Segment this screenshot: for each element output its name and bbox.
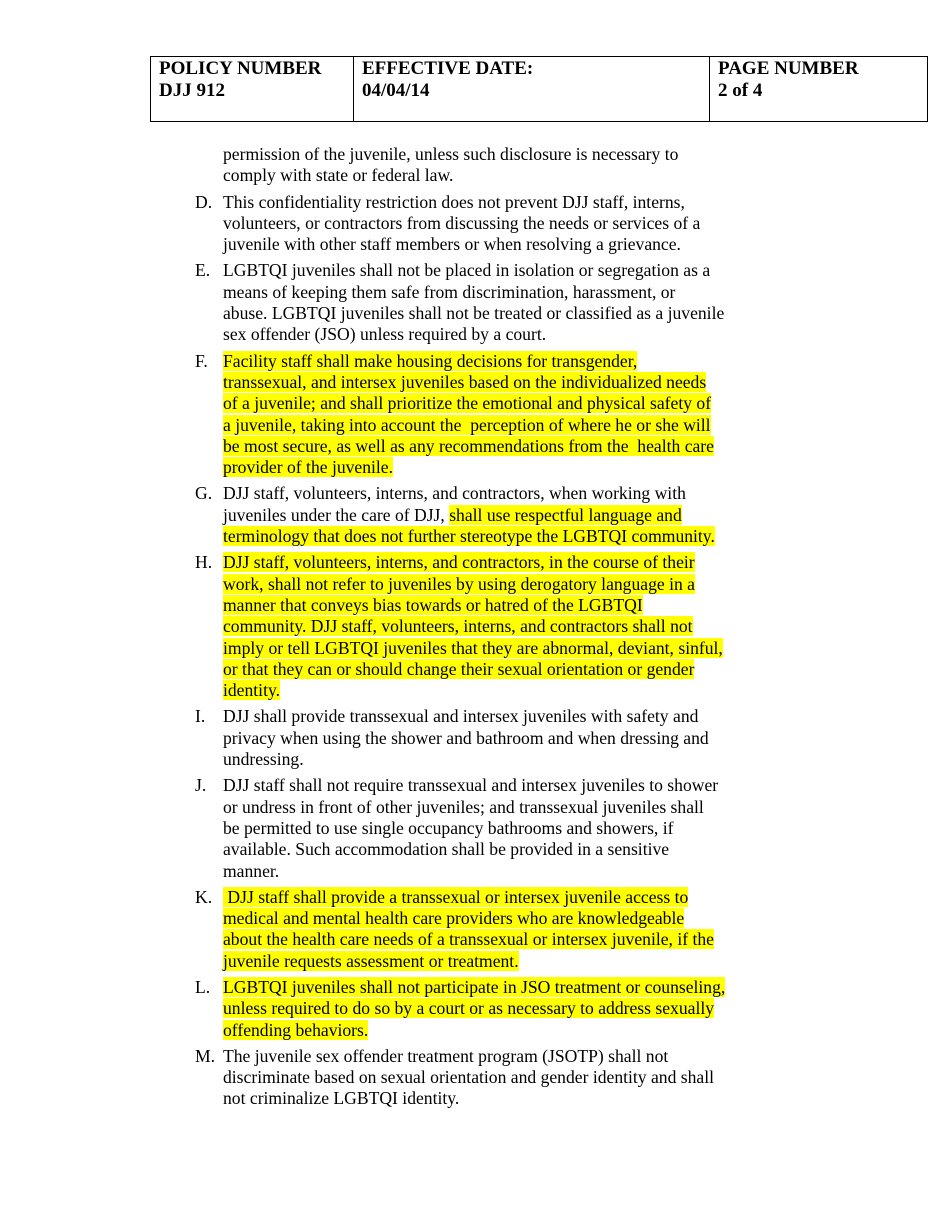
- policy-paragraph: [195, 977, 825, 1041]
- text-line: [223, 260, 823, 281]
- text-line: [223, 324, 823, 345]
- text-segment: not criminalize LGBTQI identity.: [223, 1088, 460, 1109]
- policy-number-label: POLICY NUMBER: [159, 58, 322, 79]
- paragraph-letter: M.: [195, 1045, 216, 1066]
- text-segment: juvenile with other staff members or when resolving a grievance.: [223, 234, 681, 255]
- policy-body: [195, 144, 825, 1115]
- paragraph-text: [223, 706, 823, 770]
- text-line: [223, 595, 823, 616]
- policy-paragraph: [195, 483, 825, 547]
- text-segment: means of keeping them safe from discrimination, harassment, or: [223, 281, 676, 302]
- text-segment: or undress in front of other juveniles; and transsexual juveniles shall: [223, 796, 704, 817]
- highlighted-text: transsexual, and intersex juveniles based on the individualized needs: [223, 371, 707, 392]
- text-line: [223, 797, 823, 818]
- highlighted-text: a juvenile, taking into account the perception of where he or she will: [223, 414, 711, 435]
- highlighted-text: DJJ staff, volunteers, interns, and contractors, in the course of their: [223, 552, 695, 573]
- paragraph-letter: I.: [195, 706, 206, 727]
- highlighted-text: identity.: [223, 680, 281, 701]
- highlighted-text: work, shall not refer to juveniles by using derogatory language in a: [223, 573, 695, 594]
- text-line: [223, 552, 823, 573]
- highlighted-text: shall use respectful language and: [449, 504, 682, 525]
- text-line: [223, 638, 823, 659]
- highlighted-text: LGBTQI juveniles shall not participate in JSO treatment or counseling,: [223, 976, 726, 997]
- highlighted-text: or that they can or should change their sexual orientation or gender: [223, 658, 695, 679]
- text-segment: juveniles under the care of DJJ,: [223, 504, 450, 525]
- policy-paragraph: [195, 192, 825, 256]
- text-line: [223, 1067, 823, 1088]
- highlighted-text: of a juvenile; and shall prioritize the emotional and physical safety of: [223, 393, 712, 414]
- highlighted-text: community. DJJ staff, volunteers, interns, and contractors shall not: [223, 616, 693, 637]
- text-segment: DJJ staff shall not require transsexual and intersex juveniles to shower: [223, 775, 719, 796]
- paragraph-text: [223, 1046, 823, 1110]
- text-line: [223, 908, 823, 929]
- paragraph-letter: H.: [195, 552, 213, 573]
- text-line: [223, 372, 823, 393]
- text-segment: be permitted to use single occupancy bathrooms and showers, if: [223, 817, 674, 838]
- paragraph-letter: G.: [195, 483, 213, 504]
- text-line: [223, 351, 823, 372]
- highlighted-text: be most secure, as well as any recommendations from the health care: [223, 435, 714, 456]
- highlighted-text: manner that conveys bias towards or hatred of the LGBTQI: [223, 594, 643, 615]
- policy-number-value: DJJ 912: [159, 80, 225, 101]
- text-line: [223, 749, 823, 770]
- paragraph-letter: L.: [195, 976, 211, 997]
- paragraph-text: [223, 552, 823, 701]
- text-segment: discriminate based on sexual orientation and gender identity and shall: [223, 1067, 715, 1088]
- text-line: [223, 977, 823, 998]
- paragraph-text: [223, 483, 823, 547]
- policy-paragraph: [195, 775, 825, 881]
- text-line: [223, 1088, 823, 1109]
- text-line: [223, 505, 823, 526]
- text-segment: DJJ staff, volunteers, interns, and contractors, when working with: [223, 483, 686, 504]
- page-number-value: 2 of 4: [718, 80, 763, 101]
- highlighted-text: terminology that does not further stereotype the LGBTQI community.: [223, 526, 715, 547]
- highlighted-text: Facility staff shall make housing decisions for transgender,: [223, 350, 638, 371]
- text-line: [223, 1020, 823, 1041]
- text-line: [223, 616, 823, 637]
- highlighted-text: medical and mental health care providers who are knowledgeable: [223, 908, 685, 929]
- text-line: [223, 393, 823, 414]
- text-line: [223, 929, 823, 950]
- text-segment: manner.: [223, 860, 280, 881]
- policy-number-cell: [151, 57, 354, 122]
- text-segment: abuse. LGBTQI juveniles shall not be treated or classified as a juvenile: [223, 303, 725, 324]
- text-line: [223, 818, 823, 839]
- highlighted-text: DJJ staff shall provide a transsexual or intersex juvenile access to: [223, 886, 689, 907]
- highlighted-text: provider of the juvenile.: [223, 457, 394, 478]
- highlighted-text: unless required to do so by a court or as necessary to address sexually: [223, 998, 715, 1019]
- text-line: [223, 775, 823, 796]
- text-segment: sex offender (JSO) unless required by a court.: [223, 324, 547, 345]
- policy-paragraph: [195, 260, 825, 345]
- text-line: [223, 951, 823, 972]
- paragraph-text: [223, 977, 823, 1041]
- text-line: [223, 192, 823, 213]
- highlighted-text: imply or tell LGBTQI juveniles that they are abnormal, deviant, sinful,: [223, 637, 723, 658]
- effective-date-value: 04/04/14: [362, 80, 430, 101]
- text-line: [223, 483, 823, 504]
- text-line: [223, 728, 823, 749]
- text-line: [223, 887, 823, 908]
- text-line: [223, 659, 823, 680]
- text-segment: privacy when using the shower and bathroom and when dressing and: [223, 727, 709, 748]
- page-number-label: PAGE NUMBER: [718, 58, 859, 79]
- text-line: [223, 213, 823, 234]
- paragraph-text: [223, 351, 823, 479]
- text-line: [223, 282, 823, 303]
- text-segment: LGBTQI juveniles shall not be placed in isolation or segregation as a: [223, 260, 711, 281]
- paragraph-letter: D.: [195, 191, 213, 212]
- paragraph-text: [223, 775, 823, 881]
- text-segment: undressing.: [223, 749, 304, 770]
- text-segment: DJJ shall provide transsexual and intersex juveniles with safety and: [223, 706, 699, 727]
- text-line: [223, 706, 823, 727]
- text-segment: The juvenile sex offender treatment program (JSOTP) shall not: [223, 1045, 669, 1066]
- paragraph-letter: J.: [195, 775, 207, 796]
- highlighted-text: juvenile requests assessment or treatment.: [223, 950, 519, 971]
- effective-date-cell: [354, 57, 710, 122]
- text-segment: available. Such accommodation shall be provided in a sensitive: [223, 839, 670, 860]
- paragraph-text: [223, 887, 823, 972]
- paragraph-text: [223, 192, 823, 256]
- policy-paragraph: [195, 706, 825, 770]
- page-number-cell: [710, 57, 928, 122]
- paragraph-letter: F.: [195, 350, 208, 371]
- text-line: [223, 998, 823, 1019]
- text-line: [223, 303, 823, 324]
- text-line: [223, 436, 823, 457]
- policy-paragraph: [195, 887, 825, 972]
- text-line: [223, 1046, 823, 1067]
- effective-date-label: EFFECTIVE DATE:: [362, 58, 534, 79]
- text-segment: volunteers, or contractors from discussing the needs or services of a: [223, 212, 701, 233]
- policy-paragraph: [195, 1046, 825, 1110]
- text-line: [223, 574, 823, 595]
- text-line: [223, 234, 823, 255]
- text-line: [223, 839, 823, 860]
- policy-header-table: [150, 56, 928, 122]
- text-line: [223, 680, 823, 701]
- text-line: [223, 526, 823, 547]
- policy-paragraph: [195, 144, 825, 187]
- policy-paragraph: [195, 552, 825, 701]
- paragraph-letter: [195, 144, 223, 187]
- text-line: [223, 861, 823, 882]
- text-segment: This confidentiality restriction does not prevent DJJ staff, interns,: [223, 191, 685, 212]
- text-segment: comply with state or federal law.: [223, 165, 454, 186]
- highlighted-text: about the health care needs of a transsexual or intersex juvenile, if the: [223, 929, 714, 950]
- text-line: [223, 457, 823, 478]
- text-line: [223, 415, 823, 436]
- paragraph-text: [223, 260, 823, 345]
- policy-paragraph: [195, 351, 825, 479]
- highlighted-text: offending behaviors.: [223, 1019, 369, 1040]
- paragraph-letter: K.: [195, 886, 213, 907]
- paragraph-text: [223, 144, 823, 187]
- paragraph-letter: E.: [195, 260, 211, 281]
- text-segment: permission of the juvenile, unless such disclosure is necessary to: [223, 144, 679, 164]
- text-line: [223, 165, 823, 186]
- text-line: [223, 144, 823, 165]
